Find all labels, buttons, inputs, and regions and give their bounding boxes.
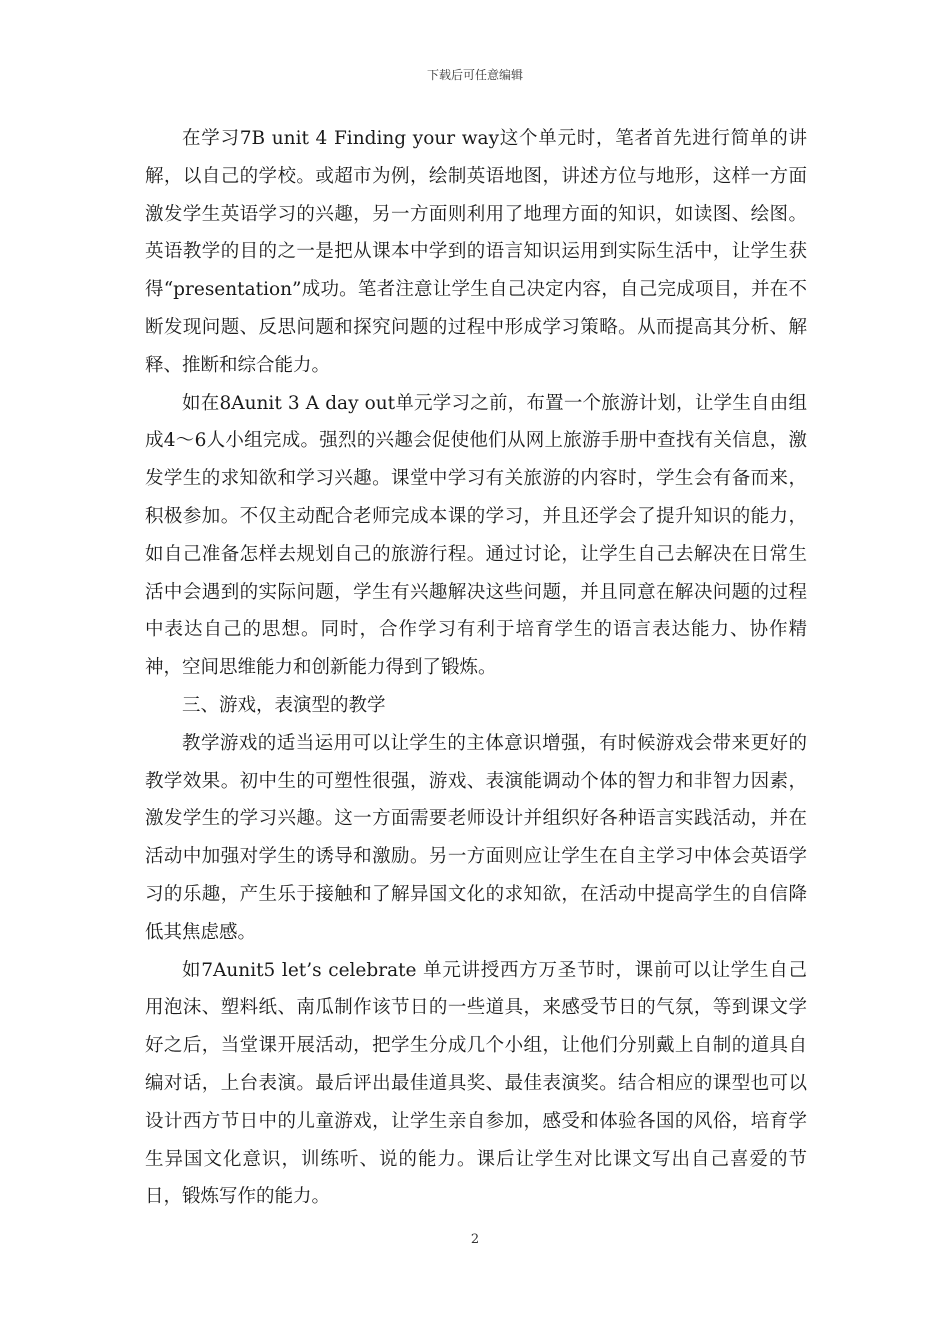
- section-heading-games: 三、游戏，表演型的教学: [182, 694, 386, 716]
- document-body: [145, 120, 807, 1216]
- page-header: 下载后可任意编辑: [426, 68, 523, 82]
- paragraph-finding-your-way: 在学习7B unit 4 Finding your way这个单元时，笔者首先进行简单的讲解，以自己的学校。或超市为例，绘制英语地图，讲述方位与地形，这样一方面激发学生英语学习的兴趣，另一方面则利用了地理方面的知识，如读图、绘图。英语教学的目的之一是把从课本中学到的语言知识运用到实际生活中，让学生获得“presentation”成功。笔者注意让学生自己决定内容，自己完成项目，并在不断发现问题、反思问题和探究问题的过程中形成学习策略。从而提高其分析、解释、推断和综合能力。: [145, 128, 807, 376]
- page-number: 2: [470, 1232, 480, 1247]
- paragraph-a-day-out: 如在8Aunit 3 A day out单元学习之前，布置一个旅游计划，让学生自由组成4～6人小组完成。强烈的兴趣会促使他们从网上旅游手册中查找有关信息，激发学生的求知欲和学习兴趣。课堂中学习有关旅游的内容时，学生会有备而来，积极参加。不仅主动配合老师完成本课的学习，并且还学会了提升知识的能力，如自己准备怎样去规划自己的旅游行程。通过讨论，让学生自己去解决在日常生活中会遇到的实际问题，学生有兴趣解决这些问题，并且同意在解决问题的过程中表达自己的思想。同时，合作学习有利于培育学生的语言表达能力、协作精神，空间思维能力和创新能力得到了锻炼。: [145, 392, 807, 679]
- paragraph-teaching-games: 教学游戏的适当运用可以让学生的主体意识增强，有时候游戏会带来更好的教学效果。初中生的可塑性很强，游戏、表演能调动个体的智力和非智力因素，激发学生的学习兴趣。这一方面需要老师设计并组织好各种语言实践活动，并在活动中加强对学生的诱导和激励。另一方面则应让学生在自主学习中体会英语学习的乐趣，产生乐于接触和了解异国文化的求知欲，在活动中提高学生的自信降低其焦虑感。: [145, 732, 807, 943]
- paragraph-lets-celebrate: 如7Aunit5 let’s celebrate 单元讲授西方万圣节时，课前可以让学生自己用泡沫、塑料纸、南瓜制作该节日的一些道具，来感受节日的气氛，等到课文学好之后，当堂课开展活动，把学生分成几个小组，让他们分别戴上自制的道具自编对话，上台表演。最后评出最佳道具奖、最佳表演奖。结合相应的课型也可以设计西方节日中的儿童游戏，让学生亲自参加，感受和体验各国的风俗，培育学生异国文化意识，训练听、说的能力。课后让学生对比课文写出自己喜爱的节日，锻炼写作的能力。: [145, 959, 807, 1208]
